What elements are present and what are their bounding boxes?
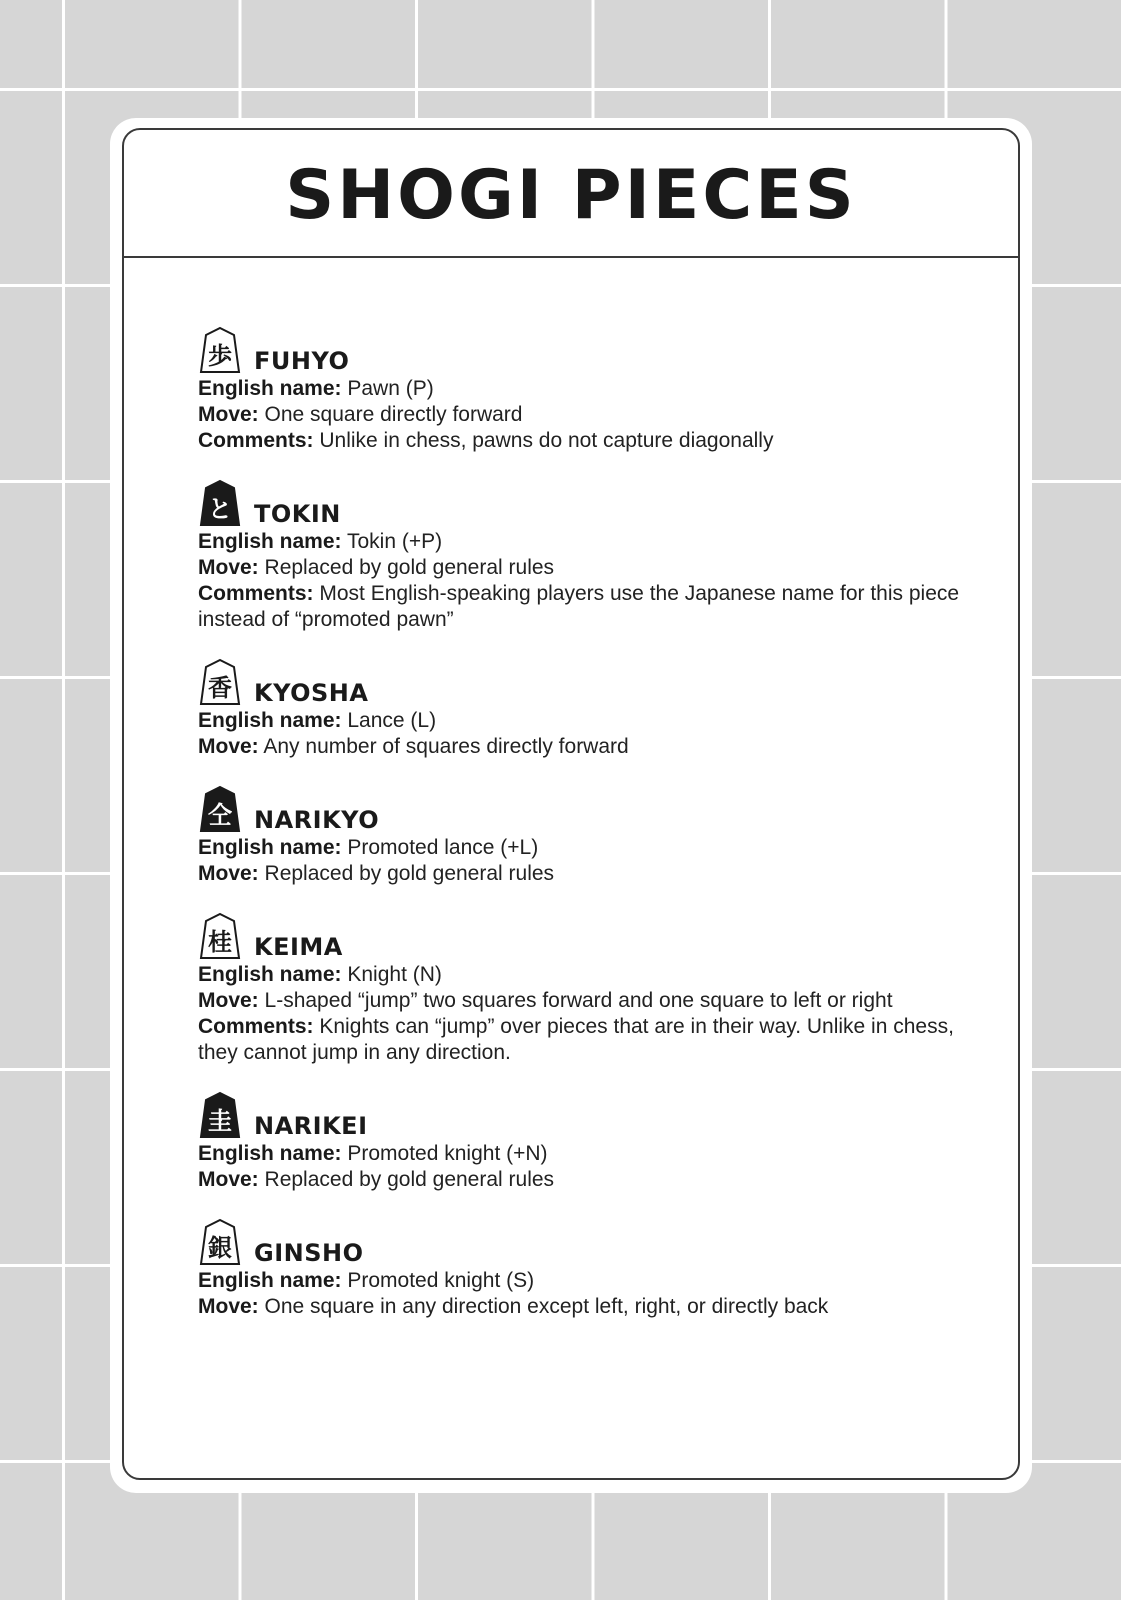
field-label: English name: bbox=[198, 377, 342, 400]
piece-kanji: 歩 bbox=[208, 341, 232, 370]
field-label: Move: bbox=[198, 862, 259, 885]
piece-name: GINSHO bbox=[254, 1239, 364, 1267]
field-value: One square in any direction except left, right, or directly back bbox=[264, 1295, 829, 1318]
piece-name: KYOSHA bbox=[254, 679, 369, 707]
shogi-piece-outline-icon bbox=[198, 326, 242, 374]
field-label: English name: bbox=[198, 963, 342, 986]
piece-name: NARIKYO bbox=[254, 806, 380, 834]
shogi-piece-outline-icon bbox=[198, 658, 242, 706]
shogi-piece-promoted-icon bbox=[198, 479, 242, 527]
move-line bbox=[198, 555, 988, 581]
field-value: Replaced by gold general rules bbox=[264, 1168, 555, 1191]
piece-list bbox=[198, 326, 988, 1345]
piece-name: KEIMA bbox=[254, 933, 343, 961]
field-value: Lance (L) bbox=[347, 709, 437, 732]
piece-entry-tokin bbox=[198, 479, 988, 633]
field-value: Knights can “jump” over pieces that are in their way. Unlike in chess, they cannot jump in any direction. bbox=[198, 1015, 954, 1064]
piece-heading bbox=[198, 912, 988, 960]
piece-entry-ginsho bbox=[198, 1218, 988, 1320]
field-label: English name: bbox=[198, 1142, 342, 1165]
move-line bbox=[198, 402, 988, 428]
shogi-piece-outline-icon bbox=[198, 912, 242, 960]
piece-kanji: 仝 bbox=[208, 800, 232, 829]
field-value: Promoted knight (S) bbox=[347, 1269, 535, 1292]
piece-heading bbox=[198, 479, 988, 527]
english-name-line bbox=[198, 529, 988, 555]
field-label: Move: bbox=[198, 735, 259, 758]
field-value: L-shaped “jump” two squares forward and one square to left or right bbox=[264, 989, 893, 1012]
field-label: English name: bbox=[198, 1269, 342, 1292]
field-label: Move: bbox=[198, 556, 259, 579]
piece-entry-keima bbox=[198, 912, 988, 1066]
field-label: Comments: bbox=[198, 1015, 314, 1038]
card-header bbox=[124, 130, 1018, 258]
piece-entry-kyosha bbox=[198, 658, 988, 760]
shogi-piece-promoted-icon bbox=[198, 785, 242, 833]
field-value: Tokin (+P) bbox=[347, 530, 443, 553]
comments-line bbox=[198, 581, 988, 633]
piece-name: FUHYO bbox=[254, 347, 350, 375]
piece-kanji: と bbox=[208, 494, 232, 523]
field-label: English name: bbox=[198, 709, 342, 732]
move-line bbox=[198, 734, 988, 760]
field-value: Promoted knight (+N) bbox=[347, 1142, 548, 1165]
field-value: Any number of squares directly forward bbox=[263, 735, 629, 758]
english-name-line bbox=[198, 708, 988, 734]
piece-entry-fuhyo bbox=[198, 326, 988, 454]
field-label: Comments: bbox=[198, 429, 314, 452]
field-value: Promoted lance (+L) bbox=[347, 836, 539, 859]
piece-kanji: 銀 bbox=[208, 1233, 232, 1262]
piece-heading bbox=[198, 1091, 988, 1139]
field-label: English name: bbox=[198, 530, 342, 553]
piece-heading bbox=[198, 1218, 988, 1266]
piece-name: TOKIN bbox=[254, 500, 341, 528]
piece-name: NARIKEI bbox=[254, 1112, 368, 1140]
field-value: Unlike in chess, pawns do not capture diagonally bbox=[319, 429, 774, 452]
english-name-line bbox=[198, 1268, 988, 1294]
piece-kanji: 圭 bbox=[208, 1106, 232, 1135]
field-value: Knight (N) bbox=[347, 963, 442, 986]
piece-entry-narikei bbox=[198, 1091, 988, 1193]
field-label: Move: bbox=[198, 403, 259, 426]
move-line bbox=[198, 1294, 988, 1320]
english-name-line bbox=[198, 376, 988, 402]
field-label: Comments: bbox=[198, 582, 314, 605]
shogi-piece-promoted-icon bbox=[198, 1091, 242, 1139]
english-name-line bbox=[198, 962, 988, 988]
piece-entry-narikyo bbox=[198, 785, 988, 887]
field-label: Move: bbox=[198, 1168, 259, 1191]
piece-heading bbox=[198, 658, 988, 706]
english-name-line bbox=[198, 835, 988, 861]
piece-kanji: 桂 bbox=[208, 927, 232, 956]
piece-kanji: 香 bbox=[208, 673, 232, 702]
shogi-piece-outline-icon bbox=[198, 1218, 242, 1266]
piece-heading bbox=[198, 326, 988, 374]
field-label: Move: bbox=[198, 989, 259, 1012]
field-value: Most English-speaking players use the Japanese name for this piece instead of “promoted pawn” bbox=[198, 582, 960, 631]
english-name-line bbox=[198, 1141, 988, 1167]
move-line bbox=[198, 861, 988, 887]
piece-heading bbox=[198, 785, 988, 833]
field-value: One square directly forward bbox=[264, 403, 523, 426]
page-title: SHOGI PIECES bbox=[285, 155, 857, 235]
field-value: Replaced by gold general rules bbox=[264, 556, 555, 579]
move-line bbox=[198, 988, 988, 1014]
field-value: Replaced by gold general rules bbox=[264, 862, 555, 885]
shogi-card bbox=[122, 128, 1020, 1480]
field-label: Move: bbox=[198, 1295, 259, 1318]
move-line bbox=[198, 1167, 988, 1193]
comments-line bbox=[198, 1014, 988, 1066]
field-value: Pawn (P) bbox=[347, 377, 434, 400]
field-label: English name: bbox=[198, 836, 342, 859]
comments-line bbox=[198, 428, 988, 454]
